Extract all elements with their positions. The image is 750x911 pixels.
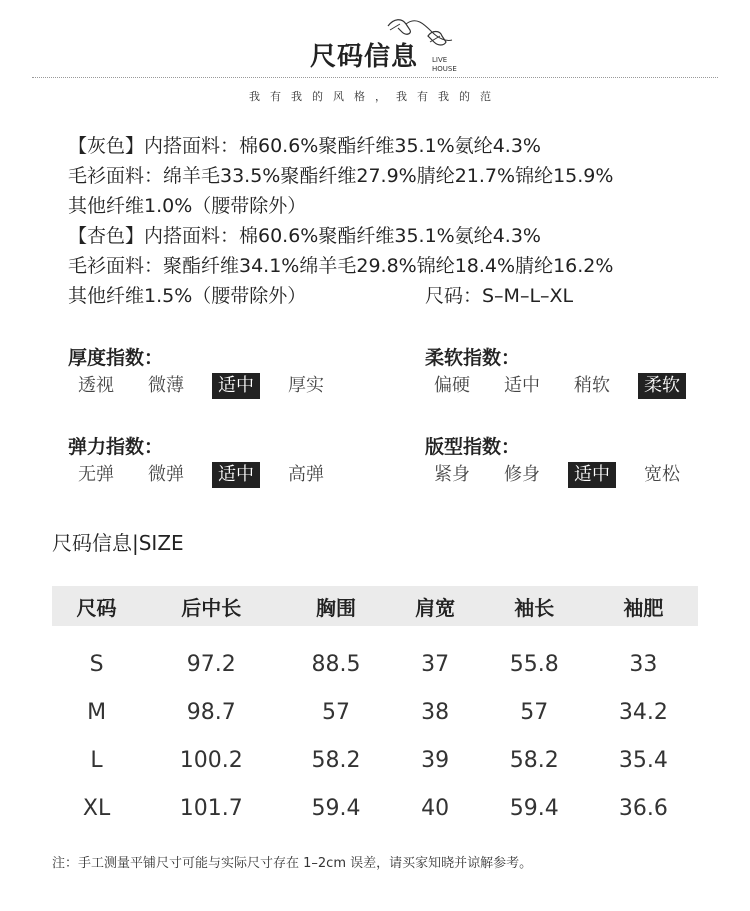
elasticity-options	[72, 462, 352, 488]
index-option: 适中	[212, 462, 260, 488]
table-cell: 40	[421, 795, 450, 821]
table-cell: 38	[421, 699, 450, 725]
table-cell: M	[87, 699, 107, 725]
table-cell: 100.2	[179, 747, 243, 773]
index-option: 微薄	[148, 375, 184, 396]
brand-subtitle	[432, 56, 462, 74]
table-cell: 101.7	[179, 795, 243, 821]
column-header: 尺码	[52, 586, 141, 626]
elasticity-index-title: 弹力指数：	[68, 436, 164, 458]
footnote: 注：手工测量平铺尺寸可能与实际尺寸存在 1–2cm 误差，请买家知晓并谅解参考。	[52, 856, 533, 871]
table-cell: 35.4	[618, 747, 668, 773]
index-option: 适中	[212, 373, 260, 399]
thickness-options	[72, 373, 352, 399]
fabric-line: 【杏色】内搭面料：棉60.6%聚酯纤维35.1%氨纶4.3%	[68, 225, 541, 247]
table-cell: 34.2	[618, 699, 668, 725]
index-option: 厚实	[288, 375, 324, 396]
page-title: 尺码信息	[310, 42, 419, 72]
table-cell: XL	[82, 795, 111, 821]
fabric-line: 其他纤维1.0%（腰带除外）	[68, 195, 307, 217]
slogan: 我有我的风格，我有我的范	[249, 90, 501, 103]
index-option: 修身	[504, 464, 540, 485]
fabric-line: 毛衫面料：聚酯纤维34.1%绵羊毛29.8%锦纶18.4%腈纶16.2%	[68, 255, 614, 277]
dotted-divider	[32, 77, 718, 78]
fabric-line: 其他纤维1.5%（腰带除外）	[68, 285, 307, 307]
index-option: 适中	[568, 462, 616, 488]
size-range: 尺码：S–M–L–XL	[425, 285, 574, 307]
size-table	[52, 586, 698, 832]
index-option: 柔软	[638, 373, 686, 399]
table-cell: 37	[421, 651, 450, 677]
column-header: 袖肥	[589, 586, 698, 626]
fabric-line: 【灰色】内搭面料：棉60.6%聚酯纤维35.1%氨纶4.3%	[68, 135, 541, 157]
index-option: 微弹	[148, 464, 184, 485]
brand-subtitle-line2: HOUSE	[432, 65, 457, 73]
index-option: 稍软	[574, 375, 610, 396]
index-option: 无弹	[78, 464, 114, 485]
table-cell: 39	[421, 747, 450, 773]
thickness-index-title: 厚度指数：	[68, 347, 164, 369]
table-cell: 57	[322, 699, 350, 725]
table-cell: 88.5	[311, 651, 361, 677]
table-row	[52, 626, 698, 688]
fabric-line: 毛衫面料：绵羊毛33.5%聚酯纤维27.9%腈纶21.7%锦纶15.9%	[68, 165, 614, 187]
size-table-header	[52, 586, 698, 626]
fit-options	[428, 462, 708, 488]
column-header: 后中长	[141, 586, 281, 626]
column-header: 袖长	[480, 586, 589, 626]
index-option: 适中	[504, 375, 540, 396]
index-option: 偏硬	[434, 375, 470, 396]
index-option: 紧身	[434, 464, 470, 485]
column-header: 肩宽	[391, 586, 480, 626]
index-option: 宽松	[644, 464, 680, 485]
table-cell: 33	[629, 651, 658, 677]
table-cell: 58.2	[509, 747, 559, 773]
table-cell: 58.2	[311, 747, 361, 773]
table-cell: 59.4	[311, 795, 361, 821]
table-cell: L	[90, 747, 103, 773]
table-row	[52, 688, 698, 736]
index-option: 高弹	[288, 464, 324, 485]
table-cell: 59.4	[509, 795, 559, 821]
softness-index-title: 柔软指数：	[425, 347, 521, 369]
table-cell: S	[89, 651, 104, 677]
table-row	[52, 784, 698, 832]
table-cell: 97.2	[186, 651, 236, 677]
table-cell: 36.6	[618, 795, 668, 821]
column-header: 胸围	[281, 586, 390, 626]
softness-options	[428, 373, 708, 399]
size-section-heading: 尺码信息|SIZE	[52, 531, 184, 555]
table-cell: 55.8	[509, 651, 559, 677]
table-cell: 57	[520, 699, 549, 725]
index-option: 透视	[78, 375, 114, 396]
fit-index-title: 版型指数：	[425, 436, 521, 458]
table-cell: 98.7	[186, 699, 236, 725]
table-row	[52, 736, 698, 784]
brand-subtitle-line1: LIVE	[432, 56, 448, 64]
